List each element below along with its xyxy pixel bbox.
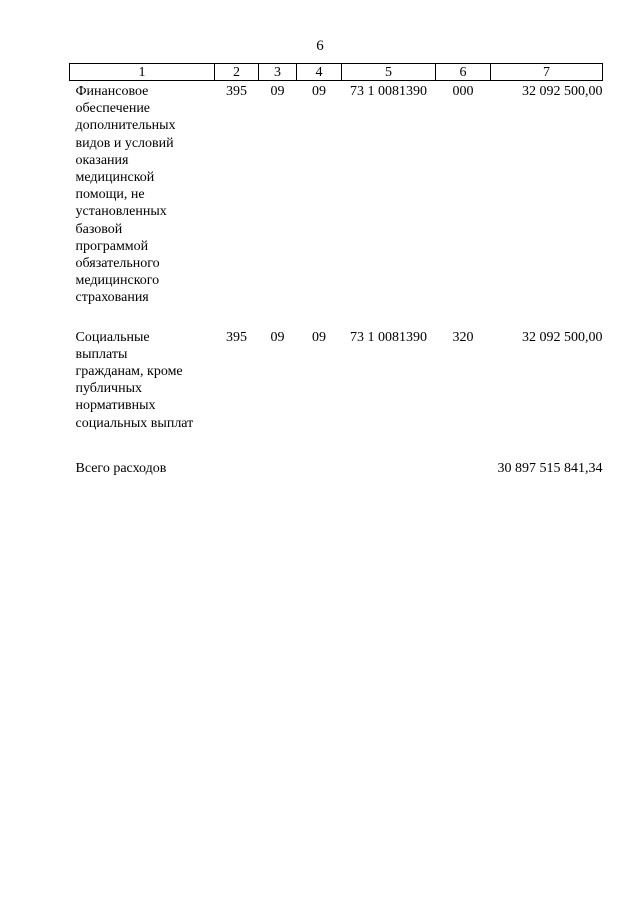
table-row bbox=[70, 329, 603, 458]
header-col-5: 5 bbox=[342, 64, 436, 81]
table-header-row bbox=[70, 64, 603, 81]
row-name: Финансовое обеспечение дополнительных видов и условий оказания медицинской помощи, не установленных базовой программой обязательного медицинского страхования bbox=[75, 84, 176, 306]
row-admin-code: 395 bbox=[226, 329, 247, 345]
table-row bbox=[70, 81, 603, 329]
page-number: 6 bbox=[316, 38, 324, 54]
header-col-1: 1 bbox=[70, 64, 215, 81]
header-col-4: 4 bbox=[297, 64, 342, 81]
row-target-article: 73 1 0081390 bbox=[350, 84, 427, 99]
row-section: 09 bbox=[270, 329, 285, 345]
budget-table bbox=[69, 63, 603, 477]
header-col-7: 7 bbox=[491, 64, 603, 81]
row-amount: 32 092 500,00 bbox=[522, 84, 603, 99]
row-expense-type: 000 bbox=[452, 84, 474, 99]
row-target-article: 73 1 0081390 bbox=[350, 329, 427, 345]
row-name: Социальные выплаты гражданам, кроме публичных нормативных социальных выплат bbox=[75, 329, 194, 431]
row-section: 09 bbox=[270, 84, 285, 99]
row-subsection: 09 bbox=[312, 84, 326, 99]
total-amount: 30 897 515 841,34 bbox=[497, 460, 603, 476]
row-subsection: 09 bbox=[312, 329, 326, 345]
row-amount: 32 092 500,00 bbox=[522, 329, 603, 345]
header-col-2: 2 bbox=[215, 64, 259, 81]
total-label: Всего расходов bbox=[75, 460, 167, 476]
total-row bbox=[70, 458, 603, 477]
header-col-3: 3 bbox=[259, 64, 297, 81]
row-expense-type: 320 bbox=[452, 329, 474, 345]
header-col-6: 6 bbox=[436, 64, 491, 81]
row-admin-code: 395 bbox=[226, 84, 247, 99]
